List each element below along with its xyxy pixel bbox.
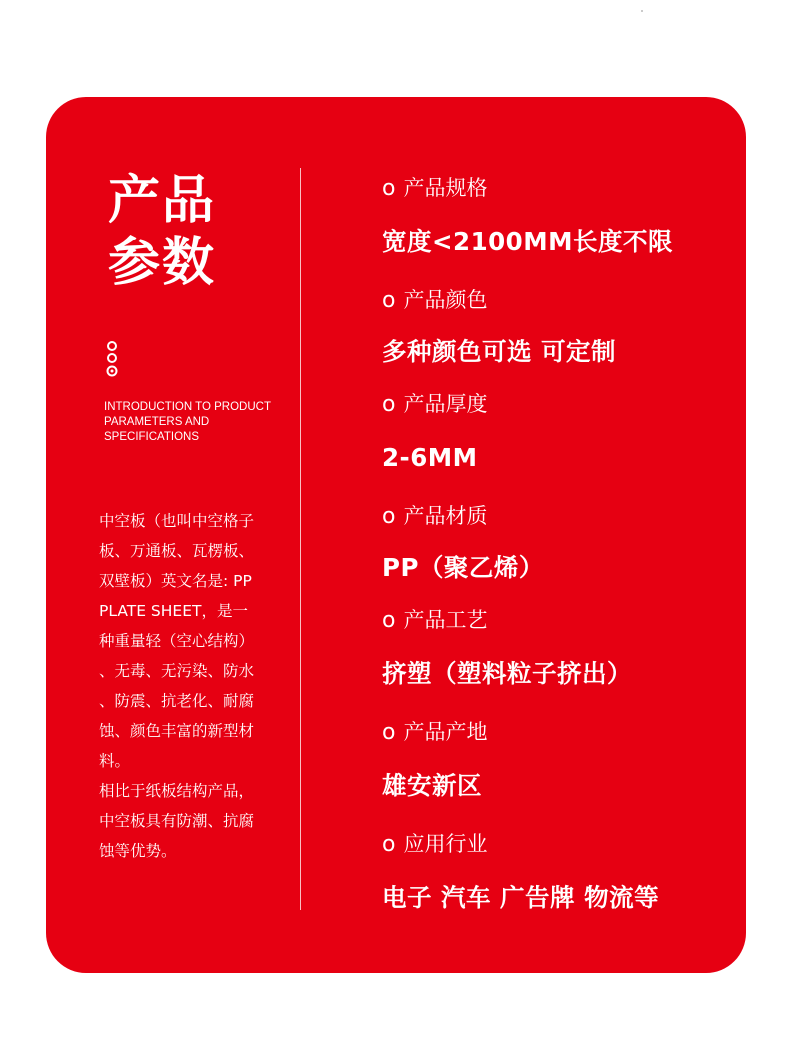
description-line: 料。 [99,752,131,770]
spec-label-size [382,170,722,208]
description-line: 中空板（也叫中空格子 [99,512,255,530]
spec-label-thickness [382,386,722,424]
bullet-icon: o [382,288,396,313]
description-line: 蚀、颜色丰富的新型材 [99,722,255,740]
description-line: 双壁板）英文名是: PP [99,572,252,590]
intro-line-3: SPECIFICATIONS [104,431,199,443]
spec-label-material [382,498,722,536]
spec-value-process: 挤塑（塑料粒子挤出） [382,659,632,688]
description-line: 蚀等优势。 [99,842,177,860]
spec-value-origin: 雄安新区 [382,771,482,800]
spec-label-text: 产品产地 [403,720,488,744]
spec-label-origin [382,714,722,752]
bullet-icon: o [382,392,396,417]
product-description [99,506,289,866]
vertical-divider [300,168,301,910]
spec-value-thickness: 2-6MM [382,443,478,472]
description-line: 中空板具有防潮、抗腐 [99,812,255,830]
chain-link-icon [104,340,120,380]
bullet-icon: o [382,176,396,201]
intro-english [104,400,294,445]
spec-list [382,170,722,938]
description-line: PLATE SHEET，是一 [99,602,248,620]
spec-label-text: 产品材质 [403,504,488,528]
title-line-2: 参数 [108,233,217,293]
description-line: 、防震、抗老化、耐腐 [99,692,255,710]
description-line: 、无毒、无污染、防水 [99,662,255,680]
spec-label-text: 产品颜色 [403,288,488,312]
spec-label-text: 产品规格 [403,176,488,200]
bullet-icon: o [382,720,396,745]
page-title [108,170,216,294]
spec-value-material: PP（聚乙烯） [382,553,544,582]
bullet-icon: o [382,504,396,529]
bullet-icon: o [382,832,396,857]
description-line: 相比于纸板结构产品， [99,782,255,800]
intro-line-2: PARAMETERS AND [104,416,210,428]
decorative-dot [641,10,643,12]
intro-line-1: INTRODUCTION TO PRODUCT [104,401,271,413]
title-line-1: 产品 [108,171,217,231]
spec-value-size: 宽度<2100MM长度不限 [382,227,673,256]
spec-value-color: 多种颜色可选 可定制 [382,337,617,366]
spec-label-text: 应用行业 [403,832,488,856]
spec-label-industry [382,826,722,864]
spec-label-color [382,282,722,320]
spec-value-industry: 电子 汽车 广告牌 物流等 [382,883,660,912]
description-line: 种重量轻（空心结构） [99,632,255,650]
bullet-icon: o [382,608,396,633]
description-line: 板、万通板、瓦楞板、 [99,542,255,560]
spec-label-text: 产品厚度 [403,392,488,416]
spec-label-process [382,602,722,640]
spec-label-text: 产品工艺 [403,608,488,632]
